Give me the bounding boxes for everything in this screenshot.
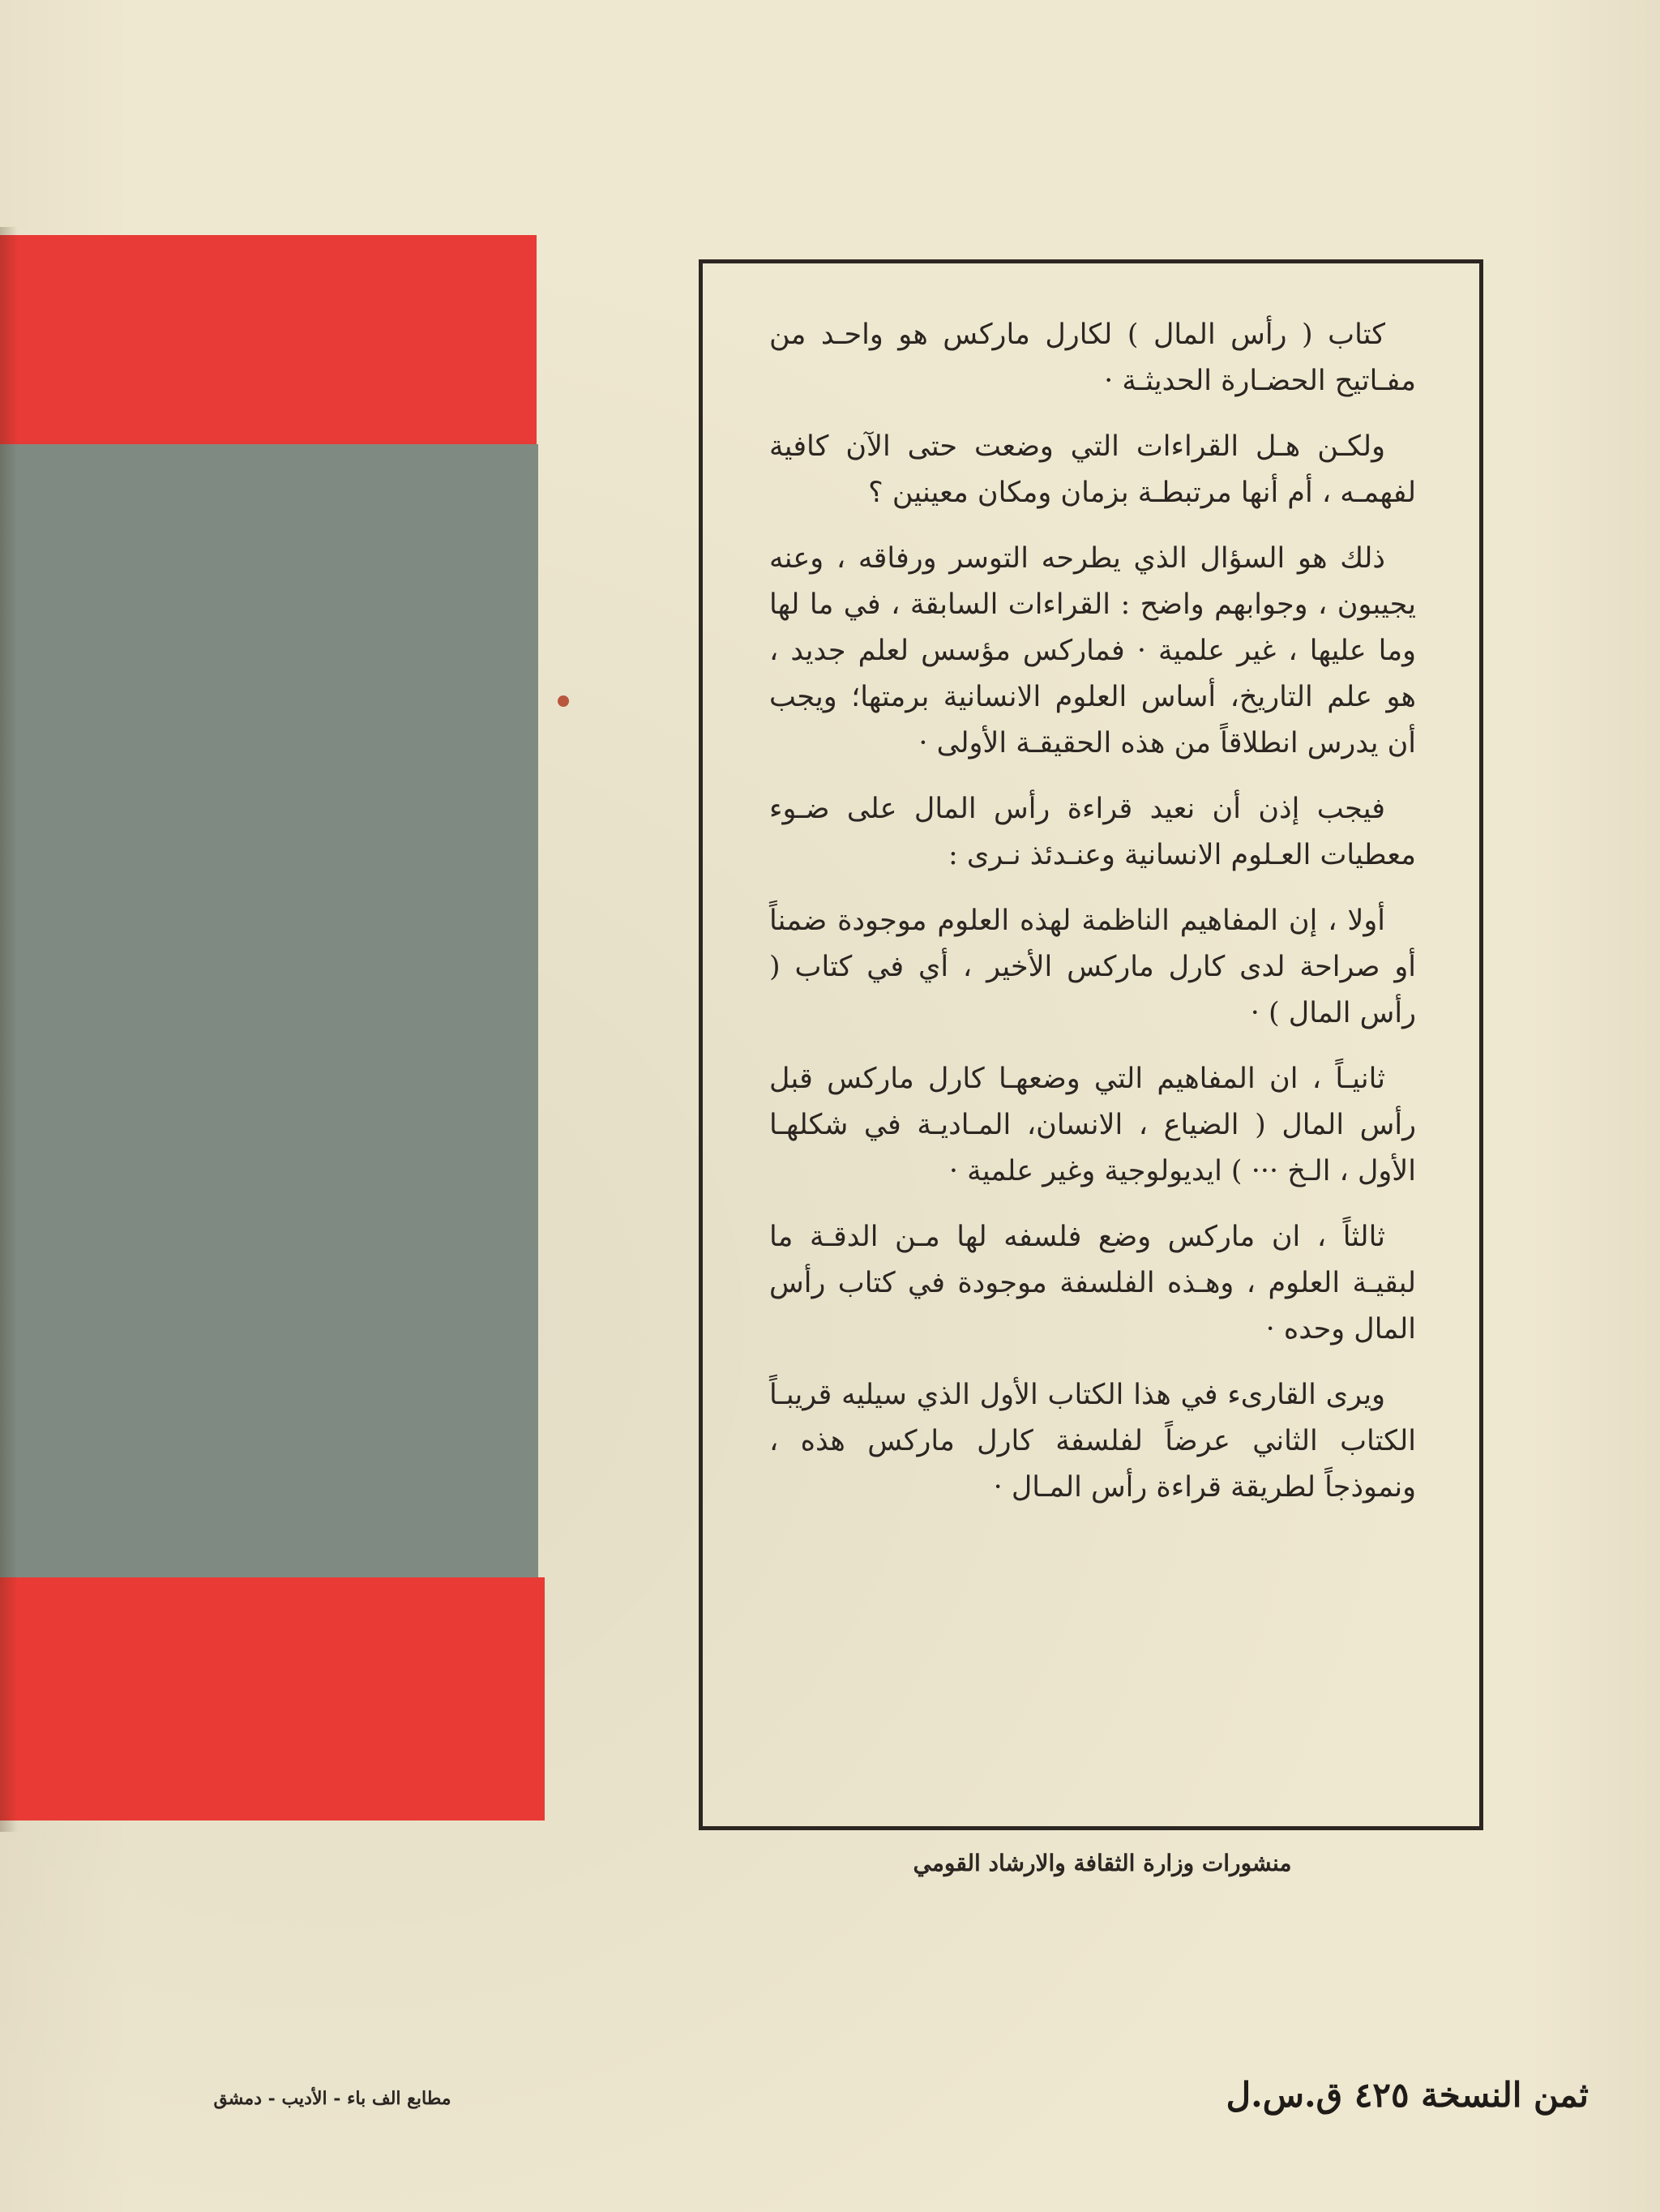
- blurb-paragraph-6: ثانيـاً ، ان المفاهيم التي وضعهـا كارل ماركس قبل رأس المال ( الضياع ، الانسان، المـاديـة في شكلهـا الأول ، الـخ ··· ) ايديولوجية وغير علمية ·: [769, 1063, 1416, 1187]
- price-label: ثمن النسخة ٤٢٥ ق.س.ل: [1226, 2075, 1589, 2115]
- cover-red-stripe-bottom: [0, 1577, 545, 1821]
- publisher-imprint: منشورات وزارة الثقافة والارشاد القومي: [913, 1850, 1292, 1876]
- blurb-paragraph-1: كتاب ( رأس المال ) لكارل ماركس هو واحـد من مفـاتيح الحضـارة الحديثـة ·: [769, 319, 1416, 397]
- blurb-box: [699, 259, 1483, 1830]
- blurb-paragraph-3: ذلك هو السؤال الذي يطرحه التوسر ورفاقه ، وعنه يجيبون ، وجوابهم واضح : القراءات السابقة ، في ما لها وما عليها ، غير علمية · فماركس مؤسس لعلم جديد ، هو علم التاريخ، أساس العلوم الانسانية برمتها؛ ويجب أن يدرس انطلاقاً من هذه الحقيقـة الأولى ·: [769, 542, 1416, 759]
- ink-speck: [558, 695, 569, 707]
- blurb-paragraph-8: ويرى القارىء في هذا الكتاب الأول الذي سيليه قريبـاً الكتاب الثاني عرضاً لفلسفة كارل ماركس هذه ، ونموذجاً لطريقة قراءة رأس المـال ·: [769, 1379, 1416, 1504]
- blurb-paragraph-2: ولكـن هـل القراءات التي وضعت حتى الآن كافية لفهمـه ، أم أنها مرتبطـة بزمان ومكان معينين ؟: [769, 430, 1416, 509]
- blurb-paragraph-7: ثالثاً ، ان ماركس وضع فلسفه لها مـن الدقـة ما لبقيـة العلوم ، وهـذه الفلسفة موجودة في كتاب رأس المال وحده ·: [769, 1221, 1416, 1346]
- cover-red-stripe-top: [0, 235, 537, 470]
- blurb-paragraph-5: أولا ، إن المفاهيم الناظمة لهذه العلوم موجودة ضمناً أو صراحة لدى كارل ماركس الأخير ، أي في كتاب ( رأس المال ) ·: [769, 905, 1416, 1029]
- spine-shadow: [0, 227, 18, 1832]
- printer-credit: مطابع الف باء - الأديب - دمشق: [213, 2088, 451, 2109]
- blurb-paragraph-4: فيجب إذن أن نعيد قراءة رأس المال على ضـوء معطيات العـلوم الانسانية وعنـدئذ نـرى :: [769, 793, 1416, 871]
- cover-gray-stripe: [0, 444, 538, 1605]
